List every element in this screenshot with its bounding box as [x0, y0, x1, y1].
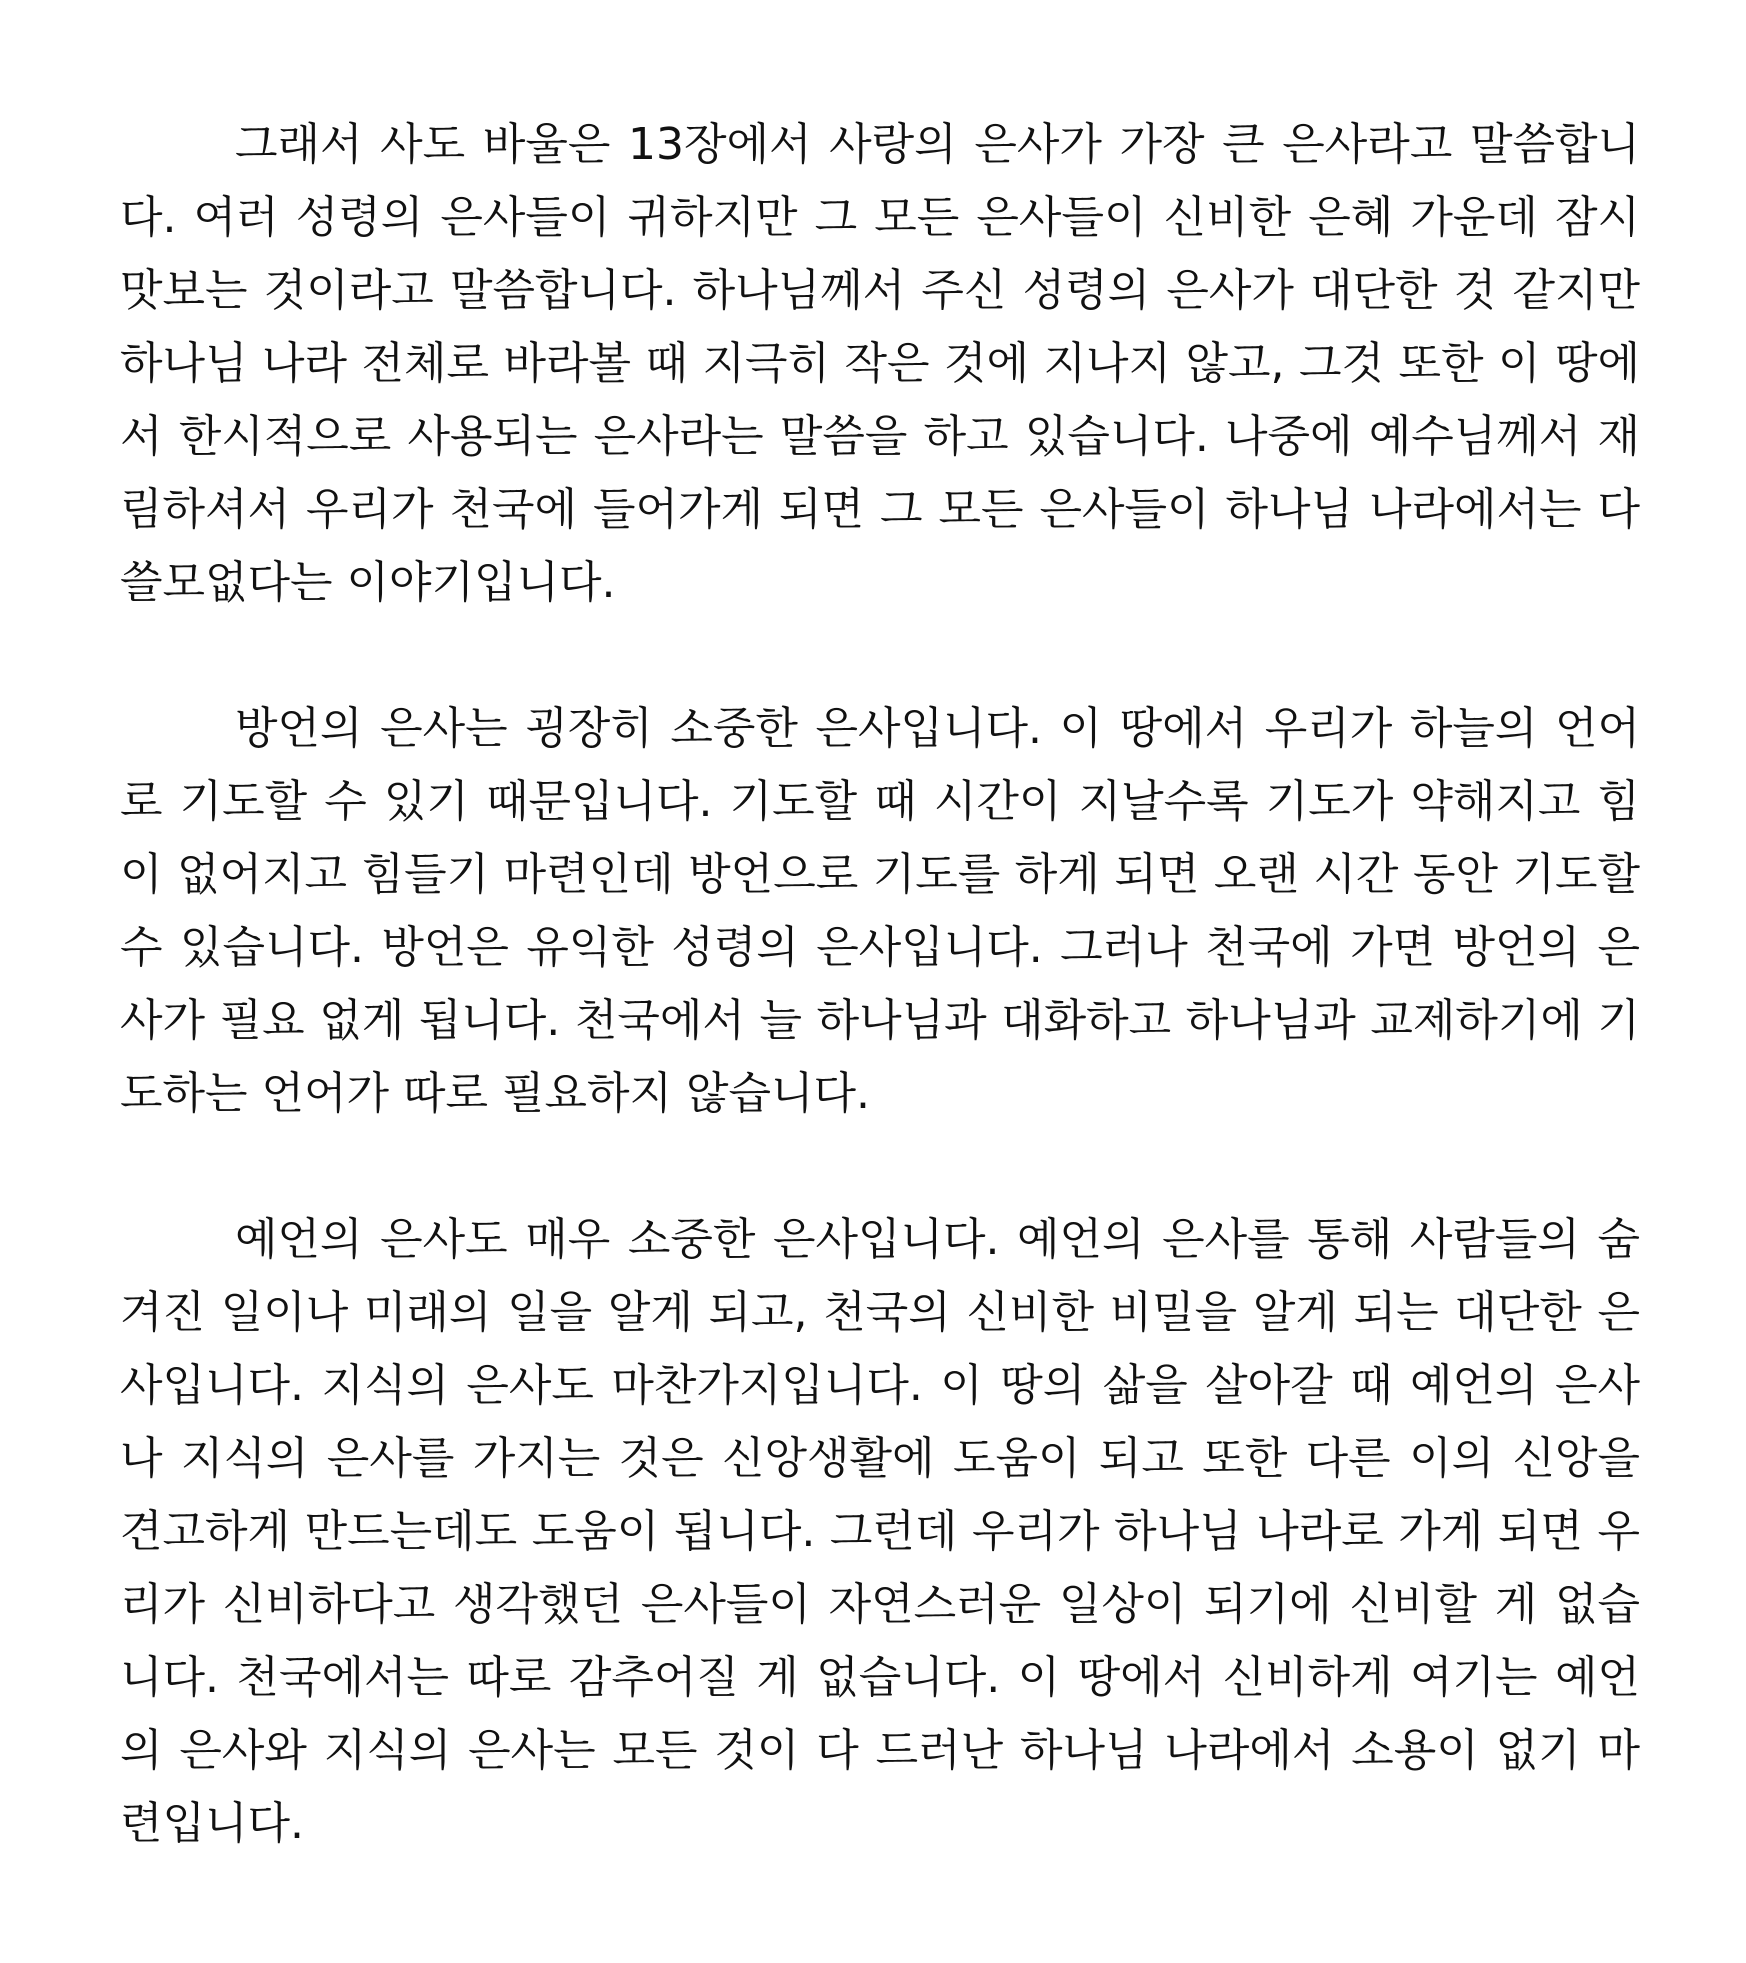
document-page [120, 108, 1640, 1860]
paragraph-spacer [120, 1130, 1640, 1203]
paragraph-gift-of-prophecy: 예언의 은사도 매우 소중한 은사입니다. 예언의 은사를 통해 사람들의 숨겨진 일이나 미래의 일을 알게 되고, 천국의 신비한 비밀을 알게 되는 대단한 은사입니다. 지식의 은사도 마찬가지입니다. 이 땅의 삶을 살아갈 때 예언의 은사나 지식의 은사를 가지는 것은 신앙생활에 도움이 되고 또한 다른 이의 신앙을 견고하게 만드는데도 도움이 됩니다. 그런데 우리가 하나님 나라로 가게 되면 우리가 신비하다고 생각했던 은사들이 자연스러운 일상이 되기에 신비할 게 없습니다. 천국에서는 따로 감추어질 게 없습니다. 이 땅에서 신비하게 여기는 예언의 은사와 지식의 은사는 모든 것이 다 드러난 하나님 나라에서 소용이 없기 마련입니다. [120, 1214, 1640, 1849]
paragraph-gift-of-tongues: 방언의 은사는 굉장히 소중한 은사입니다. 이 땅에서 우리가 하늘의 언어로 기도할 수 있기 때문입니다. 기도할 때 시간이 지날수록 기도가 약해지고 힘이 없어지고 힘들기 마련인데 방언으로 기도를 하게 되면 오랜 시간 동안 기도할 수 있습니다. 방언은 유익한 성령의 은사입니다. 그러나 천국에 가면 방언의 은사가 필요 없게 됩니다. 천국에서 늘 하나님과 대화하고 하나님과 교제하기에 기도하는 언어가 따로 필요하지 않습니다. [120, 703, 1640, 1119]
paragraph-gifts-love: 그래서 사도 바울은 13장에서 사랑의 은사가 가장 큰 은사라고 말씀합니다. 여러 성령의 은사들이 귀하지만 그 모든 은사들이 신비한 은혜 가운데 잠시 맛보는 것이라고 말씀합니다. 하나님께서 주신 성령의 은사가 대단한 것 같지만 하나님 나라 전체로 바라볼 때 지극히 작은 것에 지나지 않고, 그것 또한 이 땅에서 한시적으로 사용되는 은사라는 말씀을 하고 있습니다. 나중에 예수님께서 재림하셔서 우리가 천국에 들어가게 되면 그 모든 은사들이 하나님 나라에서는 다 쓸모없다는 이야기입니다. [120, 119, 1640, 608]
paragraph-spacer [120, 619, 1640, 692]
